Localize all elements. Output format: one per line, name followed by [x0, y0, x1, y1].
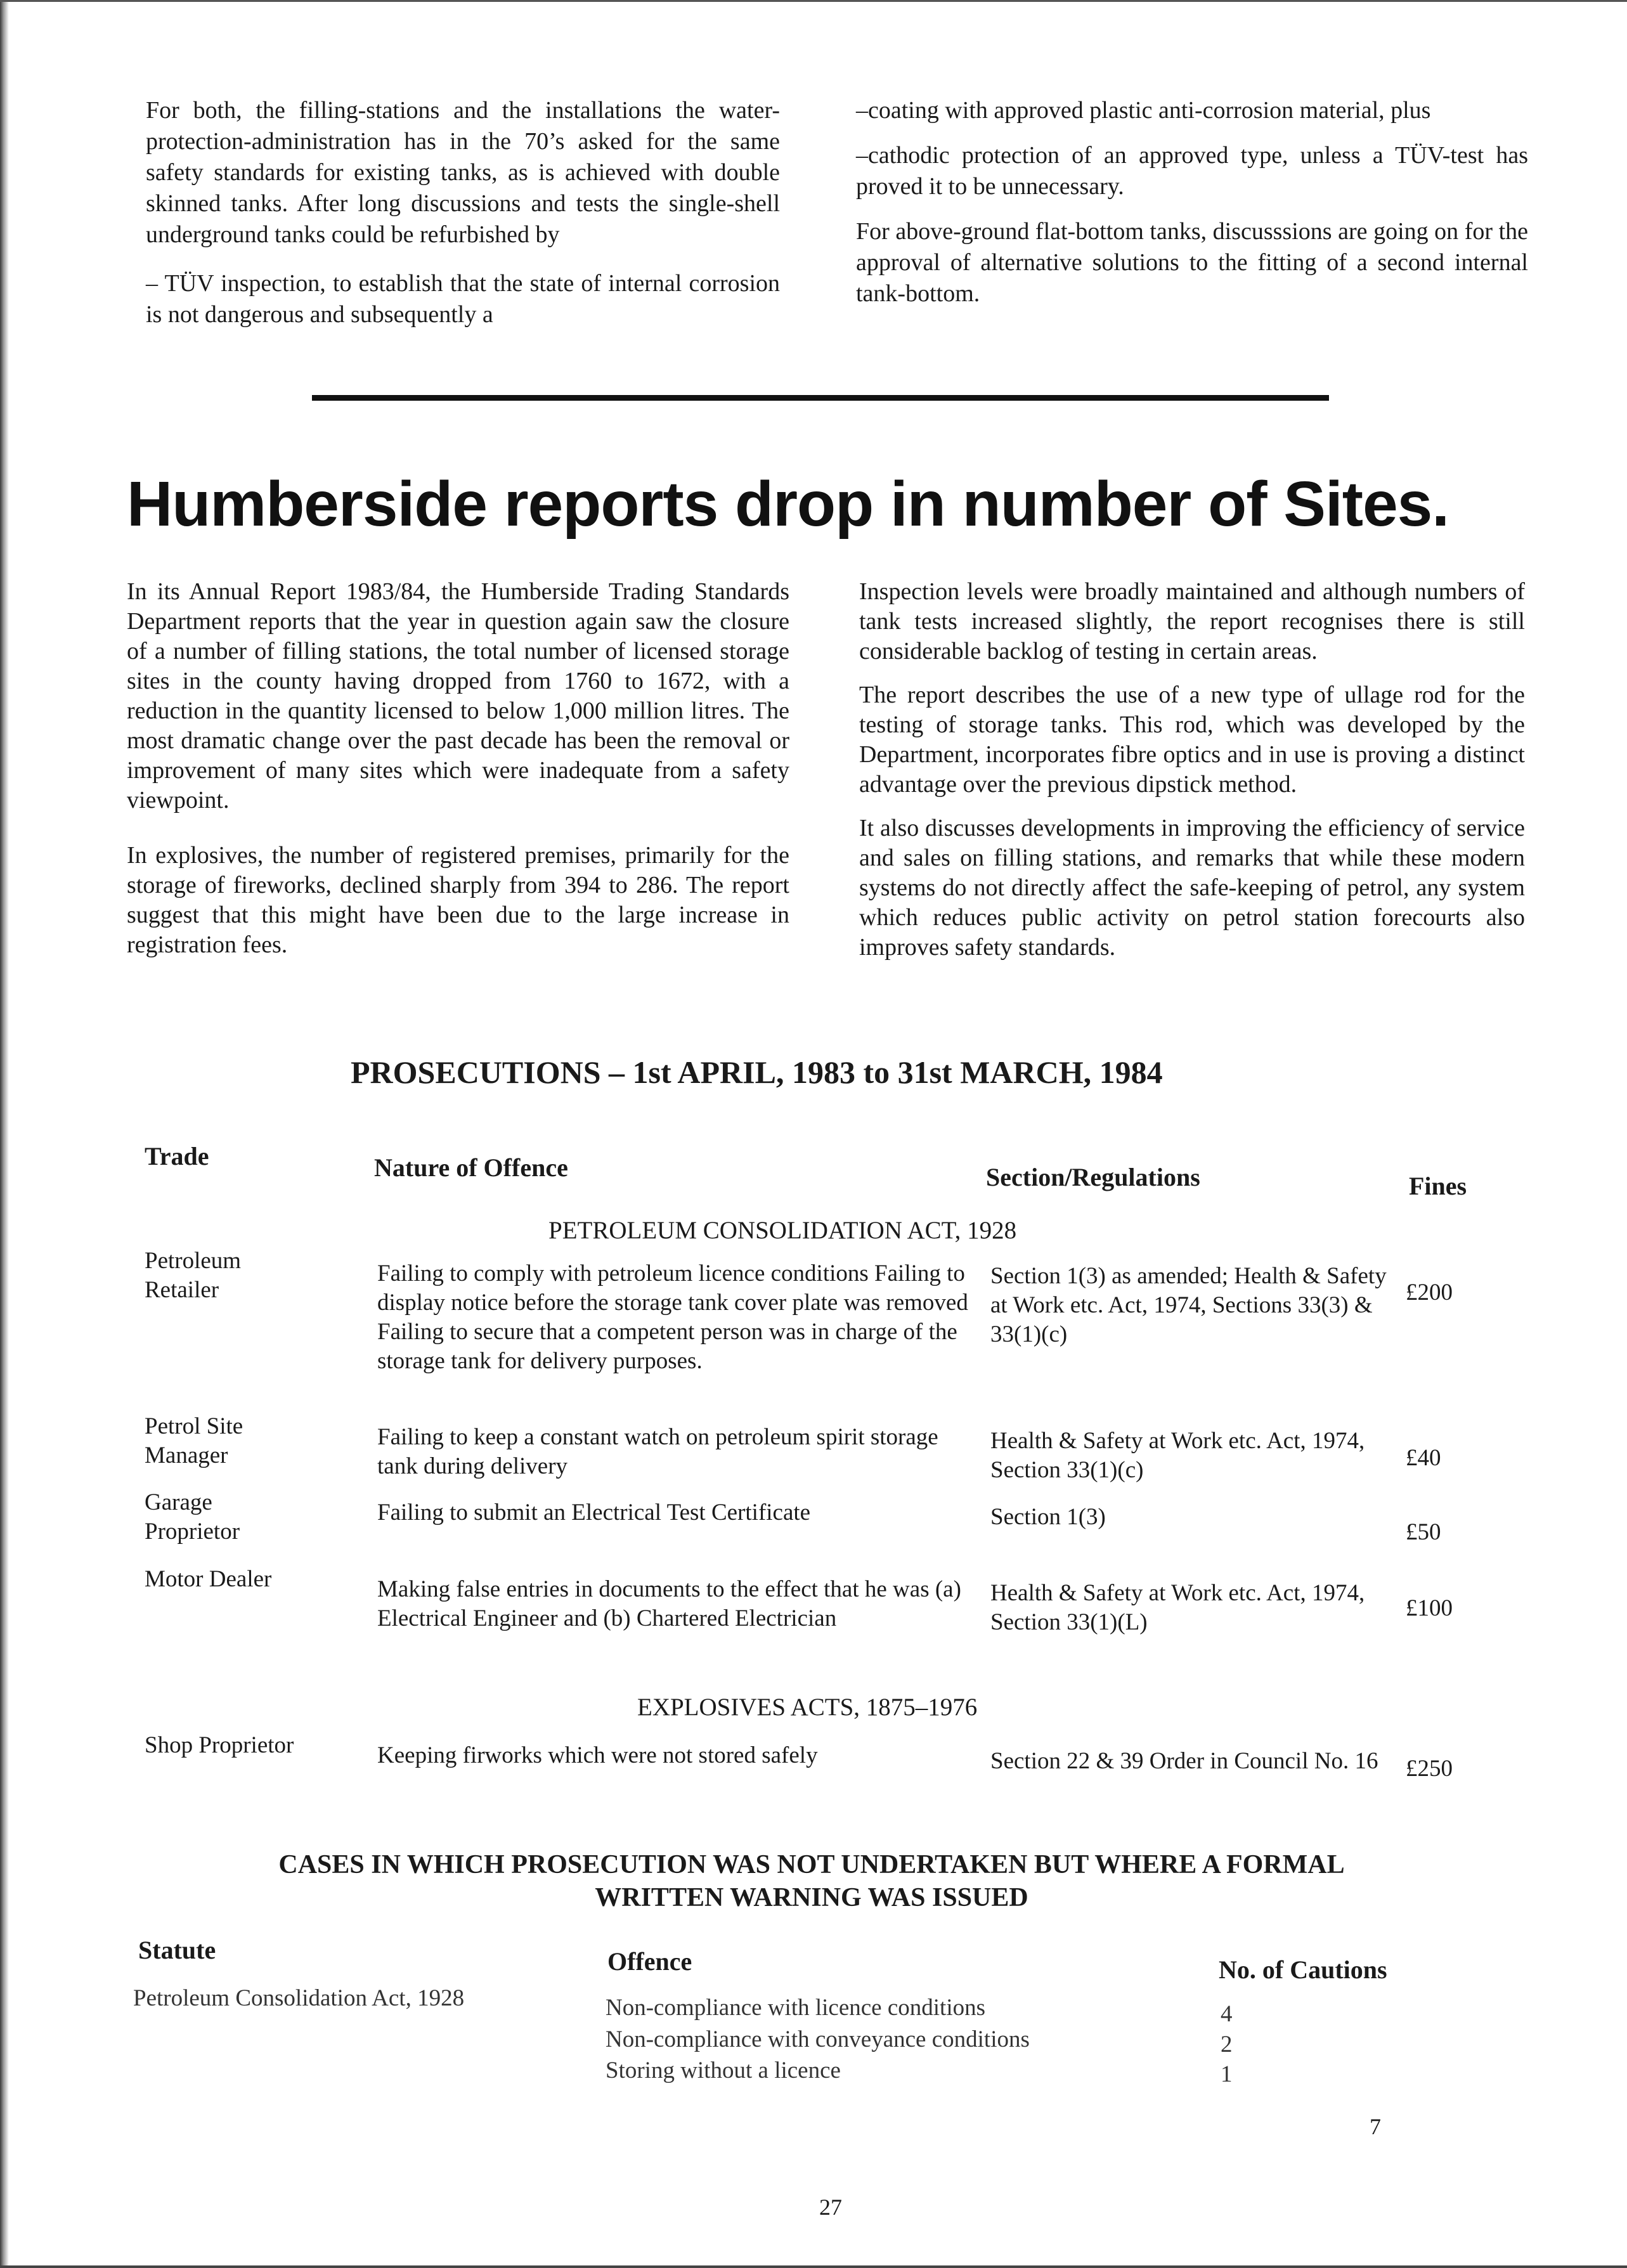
header-offence: Nature of Offence: [374, 1153, 568, 1182]
warning-count: 2: [1221, 2031, 1233, 2057]
header-section: Section/Regulations: [986, 1163, 1200, 1191]
row-trade: Petroleum Retailer: [145, 1248, 242, 1303]
article-right-column: [859, 577, 1525, 976]
paragraph: In explosives, the number of registered premises, primarily for the storage of fireworks, declined sharply from 394 to 286. The report suggest that this might have been due to the large increase in registration fees.: [127, 842, 789, 958]
scan-edge-bottom: [0, 2265, 1627, 2268]
warning-offence: Storing without a licence: [606, 2057, 841, 2083]
row-offence: Failing to comply with petroleum licence conditions Failing to display notice before the storage tank cover plate was removed Failing to secure that a competent person was in charge of the storage tank for delivery purposes.: [377, 1260, 968, 1374]
row-section: Health & Safety at Work etc. Act, 1974, Section 33(1)(c): [990, 1428, 1365, 1483]
scan-edge-top: [0, 0, 1627, 2]
row-offence: Failing to keep a constant watch on petroleum spirit storage tank during delivery: [377, 1424, 938, 1479]
row-trade: Petrol Site Manager: [145, 1413, 243, 1468]
row-fine: £100: [1406, 1595, 1453, 1621]
section-divider: [312, 395, 1329, 401]
paragraph: For both, the filling-stations and the installations the water-protection-administration has in the 70’s asked for the same safety standards for existing tanks, as is achieved with double skinned tanks. After long discussions and tests the single-shell underground tanks could be refurbished by: [146, 97, 780, 248]
paragraph: – TÜV inspection, to establish that the state of internal corrosion is not dangerous and subsequently a: [146, 270, 780, 328]
row-fine: £50: [1406, 1519, 1441, 1545]
group-heading-petroleum: PETROLEUM CONSOLIDATION ACT, 1928: [548, 1217, 1017, 1244]
scan-edge-left: [0, 0, 9, 2268]
header-fines: Fines: [1409, 1172, 1467, 1200]
paragraph: In its Annual Report 1983/84, the Humberside Trading Standards Department reports that the year in question again saw the closure of a number of filling stations, the total number of licensed storage sites in the county having dropped from 1760 to 1672, with a reduction in the quantity licensed to below 1,000 million litres. The most dramatic change over the past decade has been the removal or improvement of many sites which were inadequate from a safety viewpoint.: [127, 578, 789, 813]
prosecutions-title: PROSECUTIONS – 1st APRIL, 1983 to 31st MARCH, 1984: [351, 1054, 1163, 1090]
header-warning-offence: Offence: [607, 1947, 692, 1976]
article-left-column: [127, 577, 789, 974]
group-heading-explosives: EXPLOSIVES ACTS, 1875–1976: [637, 1694, 978, 1721]
page-number-right: 7: [1370, 2114, 1381, 2139]
row-trade: Garage Proprietor: [145, 1489, 240, 1545]
paragraph: –coating with approved plastic anti-corrosion material, plus: [856, 97, 1431, 124]
headline: Humberside reports drop in number of Sites.: [127, 469, 1449, 540]
header-cautions: No. of Cautions: [1219, 1955, 1387, 1984]
row-section: Section 22 & 39 Order in Council No. 16: [990, 1748, 1378, 1774]
row-offence: Making false entries in documents to the effect that he was (a) Electrical Engineer and (b) Chartered Electrician: [377, 1576, 961, 1631]
row-fine: £250: [1406, 1756, 1453, 1782]
row-offence: Failing to submit an Electrical Test Certificate: [377, 1500, 811, 1526]
row-trade: Motor Dealer: [145, 1566, 272, 1592]
paragraph: Inspection levels were broadly maintained and although numbers of tank tests increased slightly, the report recognises there is still considerable backlog of testing in certain areas.: [859, 578, 1525, 664]
top-article-left-column: [146, 95, 780, 344]
row-section: Section 1(3): [990, 1504, 1106, 1530]
header-trade: Trade: [145, 1142, 209, 1170]
row-section: Health & Safety at Work etc. Act, 1974, Section 33(1)(L): [990, 1580, 1365, 1635]
paragraph: It also discusses developments in improving the efficiency of service and sales on filling stations, and remarks that while these modern systems do not directly affect the safe-keeping of petrol, any system which reduces public activity on petrol station forecourts also improves safety standards.: [859, 815, 1525, 961]
row-fine: £40: [1406, 1445, 1441, 1471]
row-fine: £200: [1406, 1280, 1453, 1306]
warning-count: 1: [1221, 2061, 1233, 2087]
row-trade: Shop Proprietor: [145, 1732, 294, 1758]
header-statute: Statute: [138, 1936, 216, 1964]
warning-offence: Non-compliance with conveyance conditions: [606, 2026, 1030, 2052]
row-offence: Keeping firworks which were not stored safely: [377, 1742, 818, 1768]
paragraph: The report describes the use of a new type of ullage rod for the testing of storage tanks. This rod, which was developed by the Department, incorporates fibre optics and in use is proving a distinct advantage over the previous dipstick method.: [859, 682, 1525, 798]
paragraph: For above-ground flat-bottom tanks, discusssions are going on for the approval of alternative solutions to the fitting of a second internal tank-bottom.: [856, 218, 1528, 307]
warning-statute: Petroleum Consolidation Act, 1928: [133, 1985, 465, 2011]
warning-count: 4: [1221, 2001, 1233, 2027]
row-section: Section 1(3) as amended; Health & Safety at Work etc. Act, 1974, Sections 33(3) & 33(1)(c): [990, 1263, 1387, 1347]
paragraph: –cathodic protection of an approved type, unless a TÜV-test has proved it to be unnecessary.: [856, 142, 1528, 200]
warnings-title: CASES IN WHICH PROSECUTION WAS NOT UNDERTAKEN BUT WHERE A FORMAL WRITTEN WARNING WAS ISSUED: [278, 1850, 1345, 1912]
page-number-bottom: 27: [819, 2194, 842, 2220]
warning-offence: Non-compliance with licence conditions: [606, 1995, 986, 2021]
top-article-right-column: [856, 95, 1528, 323]
